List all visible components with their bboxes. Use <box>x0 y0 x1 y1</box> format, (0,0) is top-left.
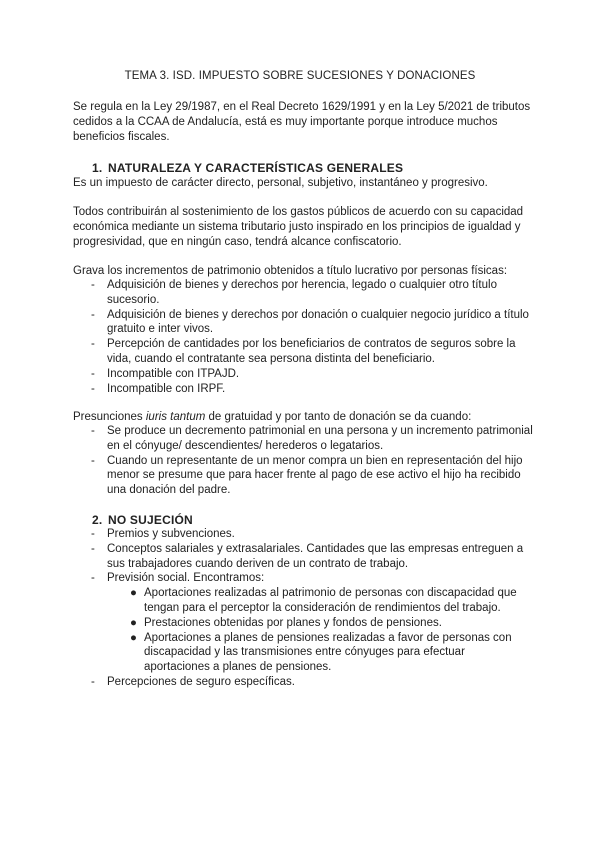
section-2-number: 2. <box>92 513 103 527</box>
list-item: - Incompatible con IRPF. <box>91 382 226 395</box>
section-1-paragraph-3: Grava los incrementos de patrimonio obtenidos a título lucrativo por personas físicas: <box>73 265 508 277</box>
list-item: - Incompatible con ITPAJD. <box>91 367 240 380</box>
social-provision-sublist <box>73 586 533 675</box>
section-2-heading <box>92 513 193 527</box>
sublist-item: ● Prestaciones obtenidas por planes y fondos de pensiones. <box>130 616 442 629</box>
dash-marker: - <box>91 338 95 351</box>
bullet-marker: ● <box>130 631 137 644</box>
page-title: TEMA 3. ISD. IMPUESTO SOBRE SUCESIONES Y DONACIONES <box>124 70 476 82</box>
section-1-paragraph-4: Presunciones iuris tantum de gratuidad y por tanto de donación se da cuando: <box>73 411 472 423</box>
dash-marker: - <box>91 425 95 437</box>
list-item: - Percepciones de seguro específicas. <box>91 675 295 688</box>
list-item: - Adquisición de bienes y derechos por donación o cualquier negocio jurídico a título gratuito e inter vivos. <box>91 308 529 336</box>
list-item: - Adquisición de bienes y derechos por herencia, legado o cualquier otro título sucesorio. <box>91 279 497 306</box>
section-1-paragraph-1: Es un impuesto de carácter directo, personal, subjetivo, instantáneo y progresivo. <box>73 177 488 189</box>
list-item: - Se produce un decremento patrimonial en una persona y un incremento patrimonial en el cónyuge/ descendientes/ herederos o legatarios. <box>91 425 533 452</box>
dash-marker: - <box>91 675 95 688</box>
list-item: - Previsión social. Encontramos: ● Aportaciones realizadas al patrimonio de personas con discapacidad que tengan para el perceptor la consideración de rendimientos del trabajo. ● Prestaciones obtenidas por planes y fondos de pensiones. ● Aportaciones a planes de pensiones realizadas a favor de personas con discapacidad y las transmisiones entre cónyuges para efectuar aportaciones a planes de pensiones. <box>73 571 533 675</box>
dash-marker: - <box>91 572 95 585</box>
taxable-events-list <box>73 278 533 396</box>
list-item: - Percepción de cantidades por los beneficiarios de contratos de seguros sobre la vida, cuando el contratante sea persona distinta del beneficiario. <box>91 338 516 365</box>
section-1-number: 1. <box>92 161 103 175</box>
latin-term: iuris tantum <box>145 411 206 423</box>
dash-marker: - <box>91 528 95 540</box>
list-item: - Conceptos salariales y extrasalariales. Cantidades que las empresas entreguen a sus trabajadores cuando deriven de un contrato de trabajo. <box>91 542 524 570</box>
sublist-item: ● Aportaciones realizadas al patrimonio de personas con discapacidad que tengan para el perceptor la consideración de rendimientos del trabajo. <box>130 587 517 614</box>
section-1-paragraph-2: Todos contribuirán al sostenimiento de los gastos públicos de acuerdo con su capacidad económica mediante un sistema tributario justo inspirado en los principios de igualdad y progresividad, que en ningún caso, tendrá alcance confiscatorio. <box>73 206 524 248</box>
non-subjection-list <box>73 527 533 690</box>
bullet-marker: ● <box>130 616 137 629</box>
dash-marker: - <box>91 279 95 291</box>
dash-marker: - <box>91 308 95 321</box>
list-item: - Cuando un representante de un menor compra un bien en representación del hijo menor se presume que para hacer frente al pago de ese activo el hijo ha recibido una donación del padre. <box>91 454 523 497</box>
section-2-title: NO SUJECIÓN <box>108 513 193 527</box>
list-item: - Premios y subvenciones. <box>91 528 235 540</box>
intro-paragraph: Se regula en la Ley 29/1987, en el Real Decreto 1629/1991 y en la Ley 5/2021 de tributos cedidos a la CCAA de Andalucía, está es muy importante porque introduce muchos beneficios fiscales. <box>73 101 531 143</box>
presumptions-list <box>73 424 533 498</box>
section-1-heading <box>92 161 403 175</box>
dash-marker: - <box>91 382 95 395</box>
bullet-marker: ● <box>130 587 137 600</box>
dash-marker: - <box>91 367 95 380</box>
dash-marker: - <box>91 454 95 467</box>
dash-marker: - <box>91 542 95 555</box>
sublist-item: ● Aportaciones a planes de pensiones realizadas a favor de personas con discapacidad y las transmisiones entre cónyuges para efectuar aportaciones a planes de pensiones. <box>130 631 512 674</box>
section-1-title: NATURALEZA Y CARACTERÍSTICAS GENERALES <box>108 161 404 175</box>
